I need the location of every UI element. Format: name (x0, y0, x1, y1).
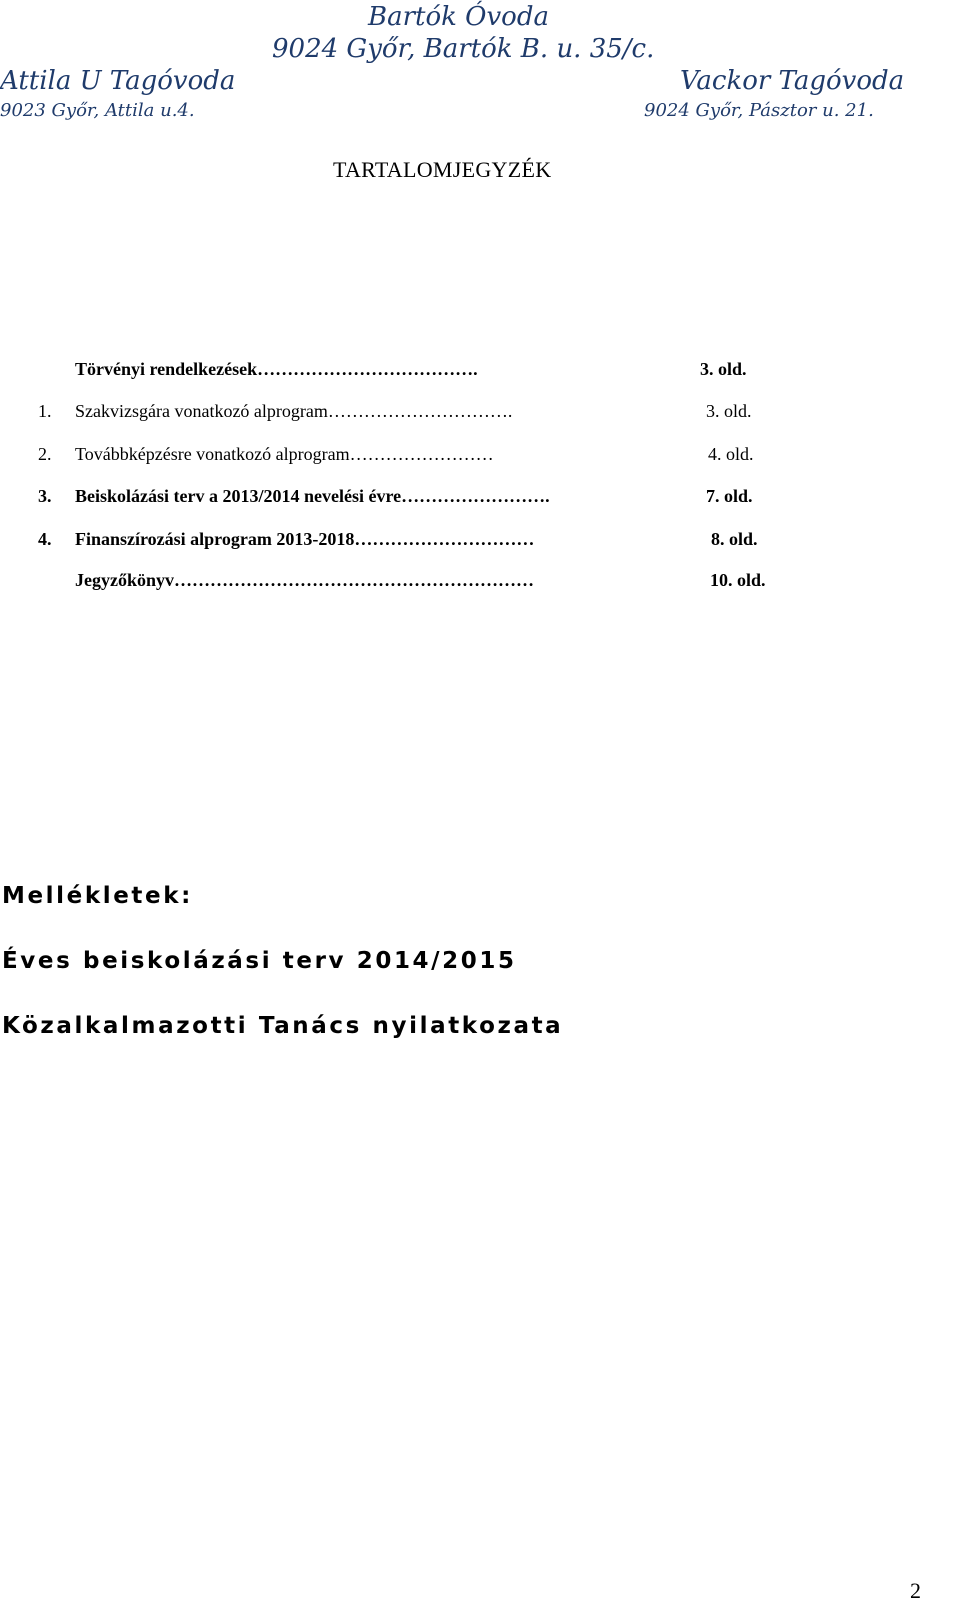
toc-entry-text: Beiskolázási terv a 2013/2014 nevelési évre……………………. (75, 486, 550, 506)
annex-item: Éves beiskolázási terv 2014/2015 (2, 948, 517, 974)
toc-entry-number: 3. (38, 486, 52, 506)
page-number: 2 (910, 1578, 921, 1603)
toc-entry-text: Szakvizsgára vonatkozó alprogram…………………………. (75, 401, 513, 421)
toc-entry-text: Továbbképzésre vonatkozó alprogram…………………… (75, 444, 494, 464)
toc-entry-page: 10. old. (710, 570, 766, 590)
right-branch-address: 9024 Győr, Pásztor u. 21. (644, 100, 874, 121)
left-branch-name: Attila U Tagóvoda (0, 66, 236, 96)
annex-item: Közalkalmazotti Tanács nyilatkozata (2, 1013, 564, 1039)
toc-entry-text: Törvényi rendelkezések………………………………. (75, 359, 478, 379)
toc-entry-page: 3. old. (706, 401, 752, 421)
toc-entry-page: 3. old. (700, 359, 747, 379)
toc-entry-page: 8. old. (711, 529, 758, 549)
toc-entry-text: Finanszírozási alprogram 2013-2018………………………… (75, 529, 535, 549)
right-branch-name: Vackor Tagóvoda (680, 66, 905, 96)
toc-entry-page: 7. old. (706, 486, 753, 506)
toc-entry-page: 4. old. (708, 444, 754, 464)
left-branch-address: 9023 Győr, Attila u.4. (0, 100, 195, 121)
main-kindergarten-name: Bartók Óvoda (368, 2, 549, 32)
toc-entry-text: Jegyzőkönyv…………………………………………………… (75, 570, 534, 590)
toc-entry-number: 4. (38, 529, 52, 549)
annexes-title: Mellékletek: (2, 883, 193, 909)
toc-entry-number: 1. (38, 401, 52, 421)
toc-entry-number: 2. (38, 444, 52, 464)
main-kindergarten-address: 9024 Győr, Bartók B. u. 35/c. (272, 34, 655, 64)
toc-title: TARTALOMJEGYZÉK (333, 157, 552, 182)
